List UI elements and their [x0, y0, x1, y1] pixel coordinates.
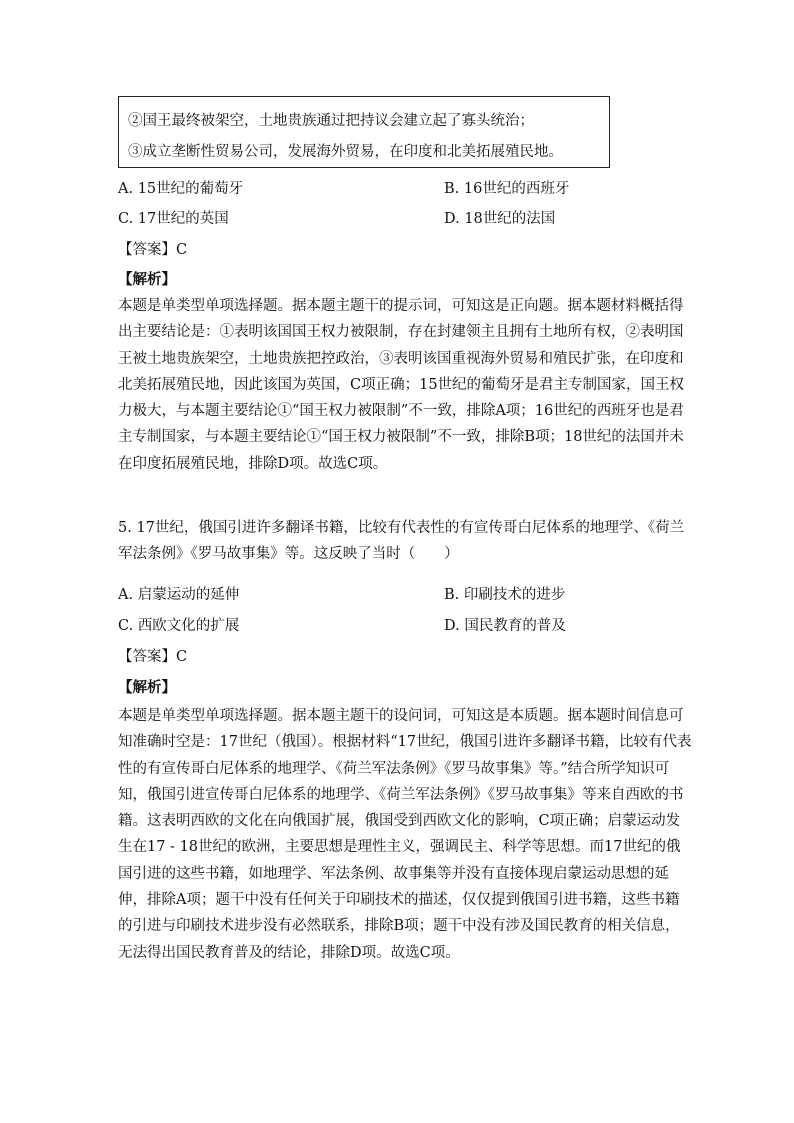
material-item-3: ③成立垄断性贸易公司，发展海外贸易，在印度和北美拓展殖民地。 — [128, 144, 563, 160]
q5-analysis-line: 生在17 - 18世纪的欧洲，主要思想是理性主义，强调民主、科学等思想。而17世纪的俄 — [118, 839, 681, 856]
q5-analysis-line: 无法得出国民教育普及的结论，排除D项。故选C项。 — [118, 944, 460, 961]
material-box — [118, 96, 610, 168]
q5-stem-line: 5. 17世纪，俄国引进许多翻译书籍，比较有代表性的有宣传哥白尼体系的地理学、《荷兰 — [118, 520, 685, 536]
q4-analysis — [118, 293, 685, 477]
q4-analysis-line: 王被土地贵族架空，土地贵族把控政治，③表明该国重视海外贸易和殖民扩张，在印度和 — [118, 350, 684, 367]
q5-stem-line: 军法条例》《罗马故事集》等。这反映了当时（ ） — [118, 546, 459, 563]
q4-analysis-line: 主专制国家，与本题主要结论①“国王权力被限制”不一致，排除B项；18世纪的法国并未 — [118, 429, 684, 446]
q5-analysis-line: 伸，排除A项；题干中没有任何关于印刷技术的描述，仅仅提到俄国引进书籍，这些书籍 — [118, 892, 680, 909]
q4-analysis-line: 北美拓展殖民地，因此该国为英国，C项正确；15世纪的葡萄牙是君主专制国家，国王权 — [118, 376, 685, 393]
q5-stem — [118, 515, 685, 568]
q4-analysis-label: 【解析】 — [118, 271, 176, 288]
q4-option-b: B. 16世纪的西班牙 — [444, 181, 570, 197]
q5-analysis-line: 本题是单类型单项选择题。据本题主题干的设问词，可知这是本质题。据本题时间信息可 — [118, 708, 684, 724]
q5-option-a: A. 启蒙运动的延伸 — [118, 587, 240, 603]
q4-analysis-line: 本题是单类型单项选择题。据本题主题干的提示词，可知这是正向题。据本题材料概括得 — [118, 298, 684, 314]
q5-analysis-line: 的引进与印刷技术进步没有必然联系，排除B项；题干中没有涉及国民教育的相关信息， — [118, 918, 680, 935]
q4-option-c: C. 17世纪的英国 — [118, 211, 229, 227]
q5-option-b: B. 印刷技术的进步 — [444, 587, 566, 603]
q4-option-d: D. 18世纪的法国 — [444, 211, 556, 227]
q5-option-d: D. 国民教育的普及 — [444, 618, 566, 634]
q4-analysis-line: 在印度拓展殖民地，排除D项。故选C项。 — [118, 455, 388, 472]
q5-analysis-line: 籍。这表明西欧的文化在向俄国扩展，俄国受到西欧文化的影响，C项正确；启蒙运动发 — [118, 813, 681, 830]
q5-analysis — [118, 703, 692, 966]
q5-analysis-label: 【解析】 — [118, 679, 176, 696]
q5-analysis-line: 知，俄国引进宣传哥白尼体系的地理学、《荷兰军法条例》《罗马故事集》等来自西欧的书 — [118, 786, 684, 803]
q4-analysis-line: 力极大，与本题主要结论①“国王权力被限制”不一致，排除A项；16世纪的西班牙也是君 — [118, 403, 684, 420]
material-item-2: ②国王最终被架空，土地贵族通过把持议会建立起了寡头统治； — [128, 113, 534, 129]
q5-option-c: C. 西欧文化的扩展 — [118, 618, 240, 634]
q4-analysis-line: 出主要结论是：①表明该国国王权力被限制，存在封建领主且拥有土地所有权，②表明国 — [118, 324, 684, 341]
q5-analysis-line: 知准确时空是：17世纪（俄国）。根据材料“17世纪，俄国引进许多翻译书籍，比较有代表 — [118, 734, 692, 751]
q5-analysis-line: 性的有宣传哥白尼体系的地理学、《荷兰军法条例》《罗马故事集》等。”结合所学知识可 — [118, 760, 670, 777]
q5-analysis-line: 国引进的这些书籍，如地理学、军法条例、故事集等并没有直接体现启蒙运动思想的延 — [118, 865, 669, 882]
q5-answer: 【答案】C — [118, 649, 188, 665]
q4-option-a: A. 15世纪的葡萄牙 — [118, 181, 244, 197]
q4-answer: 【答案】C — [118, 242, 188, 258]
